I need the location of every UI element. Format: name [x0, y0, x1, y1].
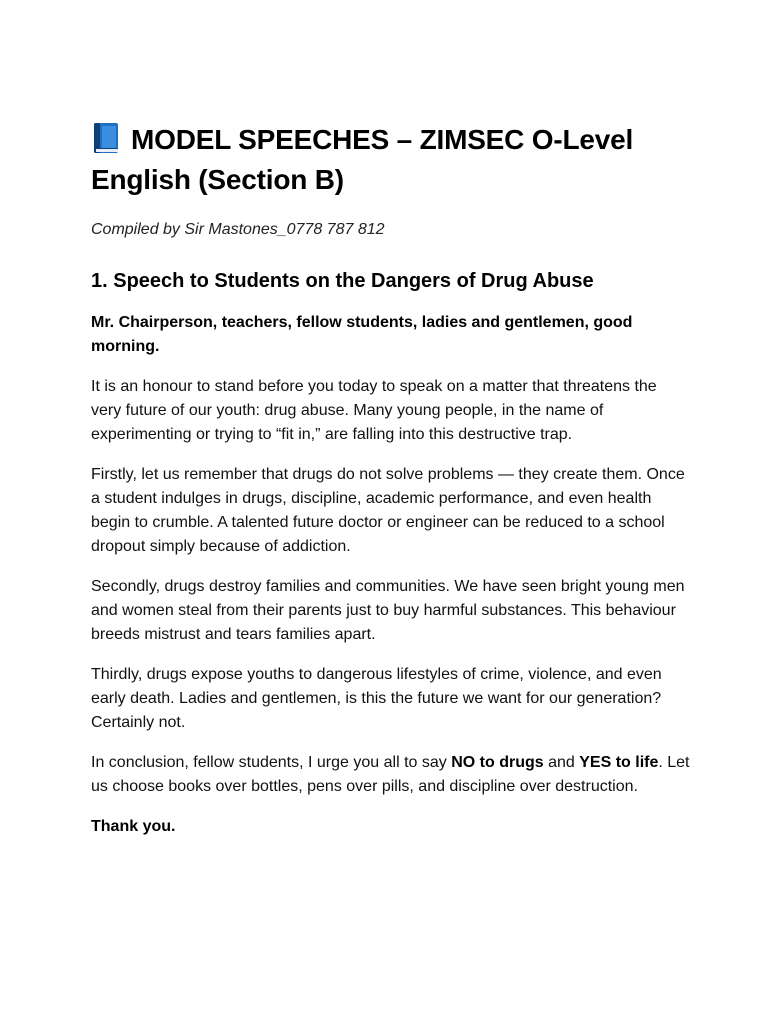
closing-thank-you: Thank you. [91, 818, 176, 835]
paragraph-firstly: Firstly, let us remember that drugs do not solve problems — they create them. Once a student indulges in drugs, discipline, academic performance, and even health begin to crumble. A talented future doctor or engineer can be reduced to a school dropout simply because of addiction. [91, 466, 685, 555]
paragraph-secondly: Secondly, drugs destroy families and communities. We have seen bright young men and women steal from their parents just to buy harmful substances. This behaviour breeds mistrust and tears families apart. [91, 578, 685, 643]
paragraph-thirdly: Thirdly, drugs expose youths to dangerous lifestyles of crime, violence, and even early death. Ladies and gentlemen, is this the future we want for our generation? Certainly not. [91, 666, 662, 731]
section-heading: 1. Speech to Students on the Dangers of Drug Abuse [91, 270, 594, 292]
compiled-by: Compiled by Sir Mastones_0778 787 812 [91, 221, 385, 238]
conclusion-text-3: . Let us choose books over bottles, pens over pills, and discipline over destruction. [91, 754, 690, 795]
document-page [91, 120, 691, 839]
conclusion-text-1: In conclusion, fellow students, I urge you all to say [91, 754, 452, 771]
title-text: MODEL SPEECHES – ZIMSEC O-Level English (Section B) [91, 124, 634, 195]
conclusion-text-2: and [543, 754, 580, 771]
blue-book-icon [91, 122, 121, 154]
paragraph-introduction: It is an honour to stand before you today to speak on a matter that threatens the very future of our youth: drug abuse. Many young people, in the name of experimenting or trying to “fit in,” are falling into this destructive trap. [91, 378, 657, 443]
paragraph-conclusion [91, 751, 691, 799]
speech-greeting: Mr. Chairperson, teachers, fellow students, ladies and gentlemen, good morning. [91, 314, 633, 355]
conclusion-bold-yes-life: YES to life [579, 754, 659, 771]
document-title [91, 120, 691, 200]
conclusion-bold-no-drugs: NO to drugs [451, 754, 544, 771]
